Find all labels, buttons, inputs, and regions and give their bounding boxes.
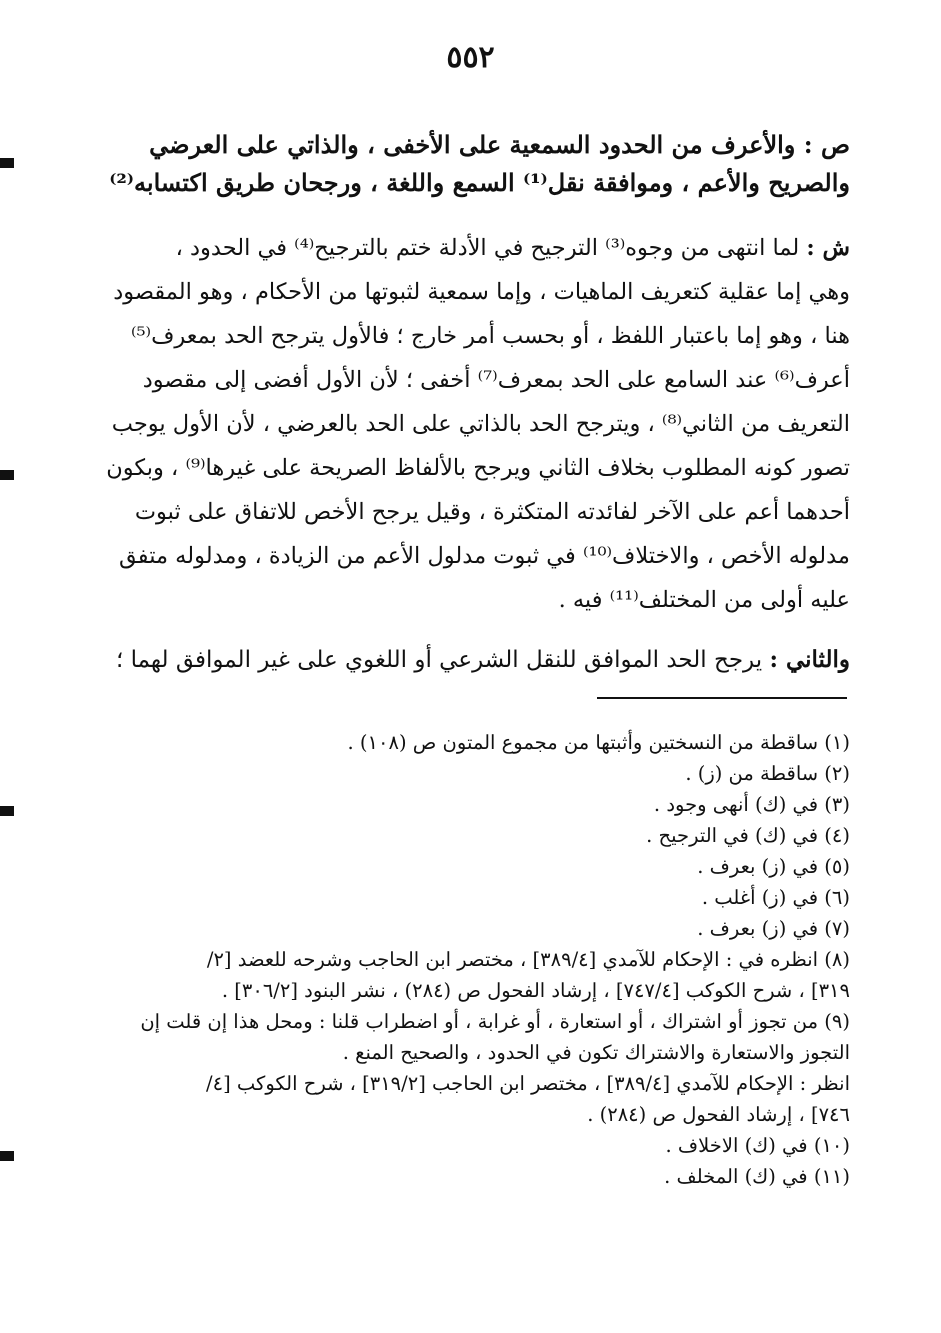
- margin-mark: [0, 470, 14, 480]
- sharh-line: تصور كونه المطلوب بخلاف الثاني ويرجح بالألفاظ الصريحة على غيرها⁽⁹⁾ ، وبكون: [106, 455, 850, 481]
- sharh-line: مدلوله الأخص ، والاختلاف⁽¹⁰⁾ في ثبوت مدلول الأعم من الزيادة ، ومدلوله متفق: [119, 543, 850, 569]
- footnote: (٥) في (ز) بعرف .: [697, 855, 850, 878]
- footnote-continuation: انظر : الإحكام للآمدي [٣٨٩/٤] ، مختصر ابن الحاجب [٣١٩/٢] ، شرح الكوكب [٤/: [206, 1072, 850, 1095]
- sharh-line: التعريف من الثاني⁽⁸⁾ ، ويترجح الحد بالذاتي على الحد بالعرضي ، لأن الأول يوجب: [111, 411, 850, 437]
- footnote: (١) ساقطة من النسختين وأثبتها من مجموع المتون ص (١٠٨) .: [347, 731, 850, 754]
- sharh-line: أعرف⁽⁶⁾ عند السامع على الحد بمعرف⁽⁷⁾ أخفى ؛ لأن الأول أفضى إلى مقصود: [142, 367, 850, 393]
- footnote: (١٠) في (ك) الاخلاف .: [665, 1134, 850, 1157]
- footnote: (٦) في (ز) أغلب .: [701, 886, 850, 909]
- footnote: (٣) في (ك) أنهى وجود .: [653, 793, 850, 816]
- page-number: ٥٥٢: [446, 40, 495, 75]
- sharh-text: [80, 226, 850, 622]
- footnote-continuation: ٣١٩] ، شرح الكوكب [٧٤٧/٤] ، إرشاد الفحول ص (٢٨٤) ، نشر البنود [٣٠٦/٢] .: [221, 979, 850, 1002]
- sharh-line: عليه أولى من المختلف⁽¹¹⁾ فيه .: [558, 587, 850, 613]
- footnote: (٧) في (ز) بعرف .: [697, 917, 850, 940]
- footnote-continuation: التجوز والاستعارة والاشتراك تكون في الحدود ، والصحيح المنع .: [342, 1041, 850, 1064]
- footnote-separator: [597, 697, 847, 699]
- second-lead: والثاني :: [769, 646, 850, 673]
- footnote: (٤) في (ك) في الترجيح .: [646, 824, 850, 847]
- footnote: (١١) في (ك) المخلف .: [664, 1165, 850, 1188]
- sharh-line: ش : لما انتهى من وجوه⁽³⁾ الترجيح في الأدلة ختم بالترجيح⁽⁴⁾ في الحدود ،: [175, 235, 850, 261]
- footnotes: [80, 727, 850, 1192]
- matn-lead: ص :: [803, 130, 850, 159]
- matn-line: والصريح والأعم ، وموافقة نقل⁽¹⁾ السمع واللغة ، ورجحان طريق اكتسابه⁽²⁾: [109, 168, 850, 197]
- sharh-line: أحدهما أعم على الآخر لفائدته المتكثرة ، وقيل يرجح الأخص للاتفاق على ثبوت: [134, 499, 850, 525]
- margin-mark: [0, 1151, 14, 1161]
- matn-text: [80, 126, 850, 202]
- second-paragraph: [80, 640, 850, 680]
- sharh-line: هنا ، وهو إما باعتبار اللفظ ، أو بحسب أمر خارج ؛ فالأول يترجح الحد بمعرف⁽⁵⁾: [130, 323, 850, 349]
- sharh-lead: ش :: [806, 235, 850, 261]
- footnote: (٢) ساقطة من (ز) .: [685, 762, 850, 785]
- sharh-line: وهي إما عقلية كتعريف الماهيات ، وإما سمعية لثبوتها من الأحكام ، وهو المقصود: [113, 279, 850, 305]
- footnote: (٨) انظره في : الإحكام للآمدي [٣٨٩/٤] ، مختصر ابن الحاجب وشرحه للعضد [٢/: [206, 948, 850, 971]
- matn-line: ص : والأعرف من الحدود السمعية على الأخفى ، والذاتي على العرضي: [149, 130, 850, 159]
- footnote-continuation: ٧٤٦] ، إرشاد الفحول ص (٢٨٤) .: [587, 1103, 850, 1126]
- margin-mark: [0, 158, 14, 168]
- footnote: (٩) من تجوز أو اشتراك ، أو استعارة ، أو غرابة ، أو اضطراب قلنا : ومحل هذا إن قلت إن: [140, 1010, 850, 1033]
- second-text: يرجح الحد الموافق للنقل الشرعي أو اللغوي على غير الموافق لهما ؛: [115, 647, 763, 673]
- margin-mark: [0, 806, 14, 816]
